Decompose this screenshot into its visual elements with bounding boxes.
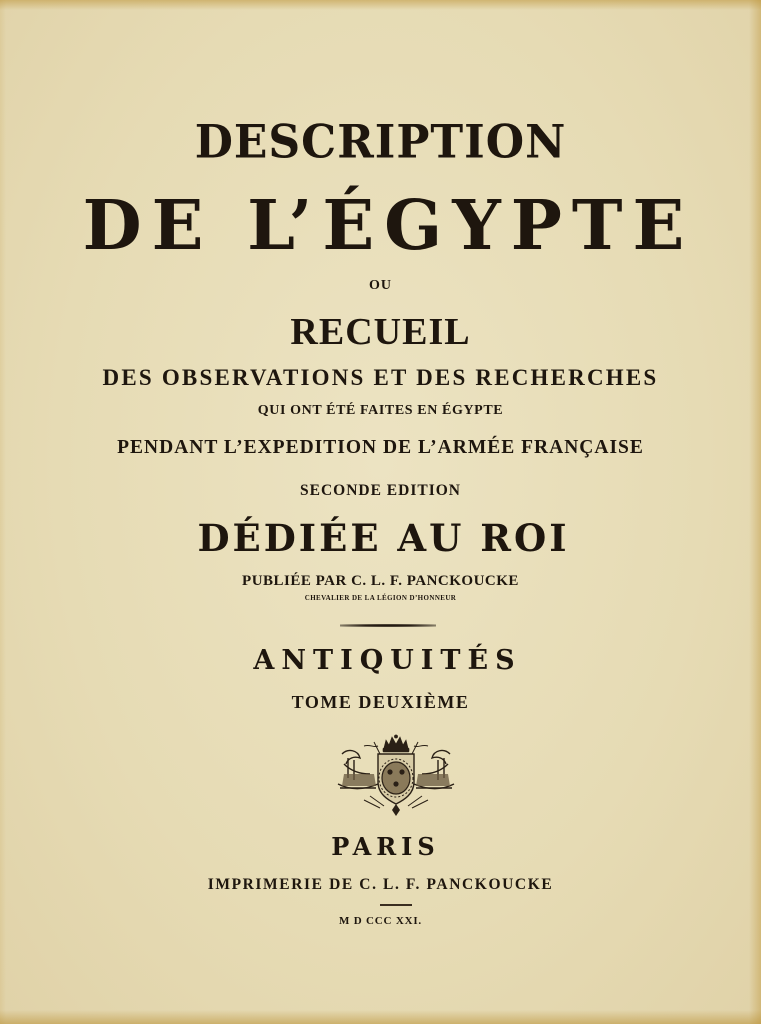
subtitle-main: RECUEIL bbox=[290, 311, 471, 353]
publisher-honor: CHEVALIER DE LA LÉGION D’HONNEUR bbox=[304, 594, 457, 602]
title-line-2: DE L’ÉGYPTE bbox=[82, 186, 695, 266]
section-title: ANTIQUITÉS bbox=[253, 645, 522, 676]
subtitle-line-3: PENDANT L’EXPEDITION DE L’ARMÉE FRANÇAISE bbox=[117, 437, 644, 458]
edition: SECONDE EDITION bbox=[300, 482, 461, 499]
conjunction: OU bbox=[369, 278, 392, 293]
city: PARIS bbox=[331, 832, 440, 861]
volume-title: TOME DEUXIÈME bbox=[291, 692, 470, 712]
publication-date: M D CCC XXI. bbox=[339, 915, 422, 927]
short-divider bbox=[380, 904, 412, 906]
dedication: DÉDIÉE AU ROI bbox=[197, 516, 570, 560]
title-line-1: DESCRIPTION bbox=[194, 115, 567, 170]
tapered-divider bbox=[340, 624, 436, 627]
printer: IMPRIMERIE DE C. L. F. PANCKOUCKE bbox=[207, 876, 554, 893]
royal-coat-of-arms-icon bbox=[334, 734, 458, 818]
subtitle-line-2: QUI ONT ÉTÉ FAITES EN ÉGYPTE bbox=[257, 403, 504, 418]
subtitle-line-1: DES OBSERVATIONS ET DES RECHERCHES bbox=[102, 365, 659, 390]
publisher-line: PUBLIÉE PAR C. L. F. PANCKOUCKE bbox=[242, 573, 519, 589]
